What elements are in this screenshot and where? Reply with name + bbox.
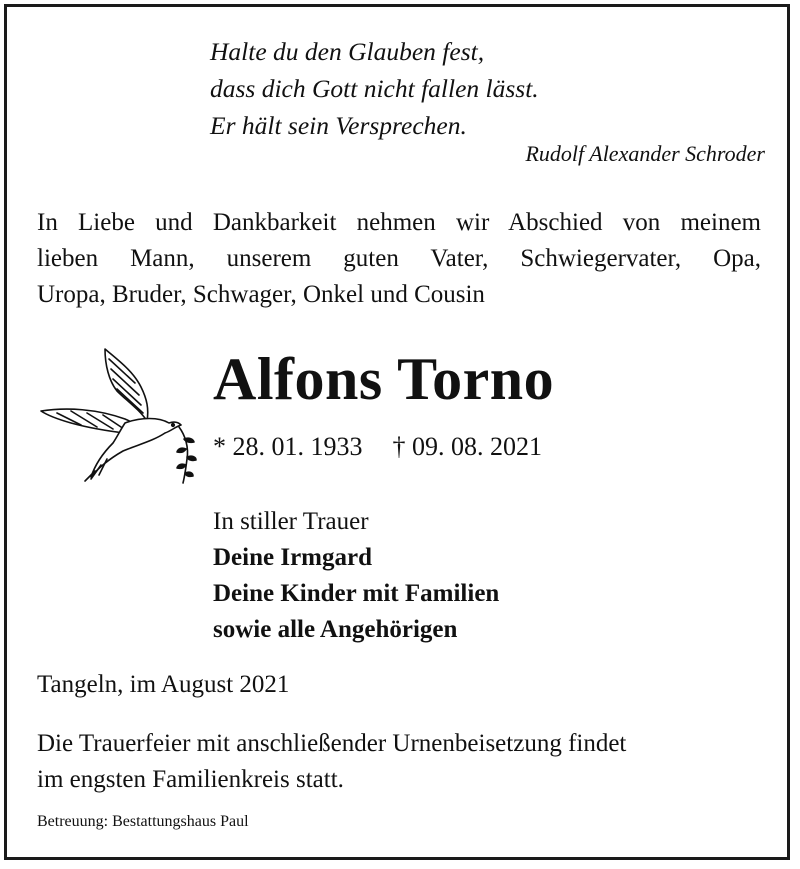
intro-line: Uropa, Bruder, Schwager, Onkel und Cousin	[37, 281, 485, 308]
ceremony-line: im engsten Familienkreis statt.	[37, 766, 344, 793]
ceremony-note	[37, 726, 626, 798]
mourners-heading: In stiller Trauer	[213, 508, 369, 535]
ceremony-line: Die Trauerfeier mit anschließender Urnenbeisetzung findet	[37, 730, 627, 757]
dove-icon	[37, 343, 197, 485]
mourner-name: Deine Irmgard	[213, 544, 372, 571]
intro-line: In Liebe und Dankbarkeit nehmen wir Abschied von meinem	[37, 209, 761, 236]
obituary-frame	[4, 4, 790, 860]
mourners	[213, 504, 499, 648]
verse-author: Rudolf Alexander Schroder	[525, 141, 765, 166]
funeral-home: Betreuung: Bestattungshaus Paul	[37, 813, 249, 830]
birth-date: * 28. 01. 1933	[213, 432, 363, 461]
verse-line: dass dich Gott nicht fallen lässt.	[210, 74, 539, 103]
death-date: † 09. 08. 2021	[392, 432, 542, 461]
verse-line: Halte du den Glauben fest,	[210, 37, 485, 66]
intro-line: lieben Mann, unserem guten Vater, Schwiegervater, Opa,	[37, 245, 761, 272]
deceased-name: Alfons Torno	[213, 346, 555, 412]
life-dates	[213, 432, 542, 462]
mourner-name: sowie alle Angehörigen	[213, 616, 458, 643]
verse-line: Er hält sein Versprechen.	[210, 111, 467, 140]
intro-text	[37, 205, 761, 313]
place-date: Tangeln, im August 2021	[37, 671, 290, 698]
mourner-name: Deine Kinder mit Familien	[213, 580, 500, 607]
verse	[210, 33, 539, 144]
